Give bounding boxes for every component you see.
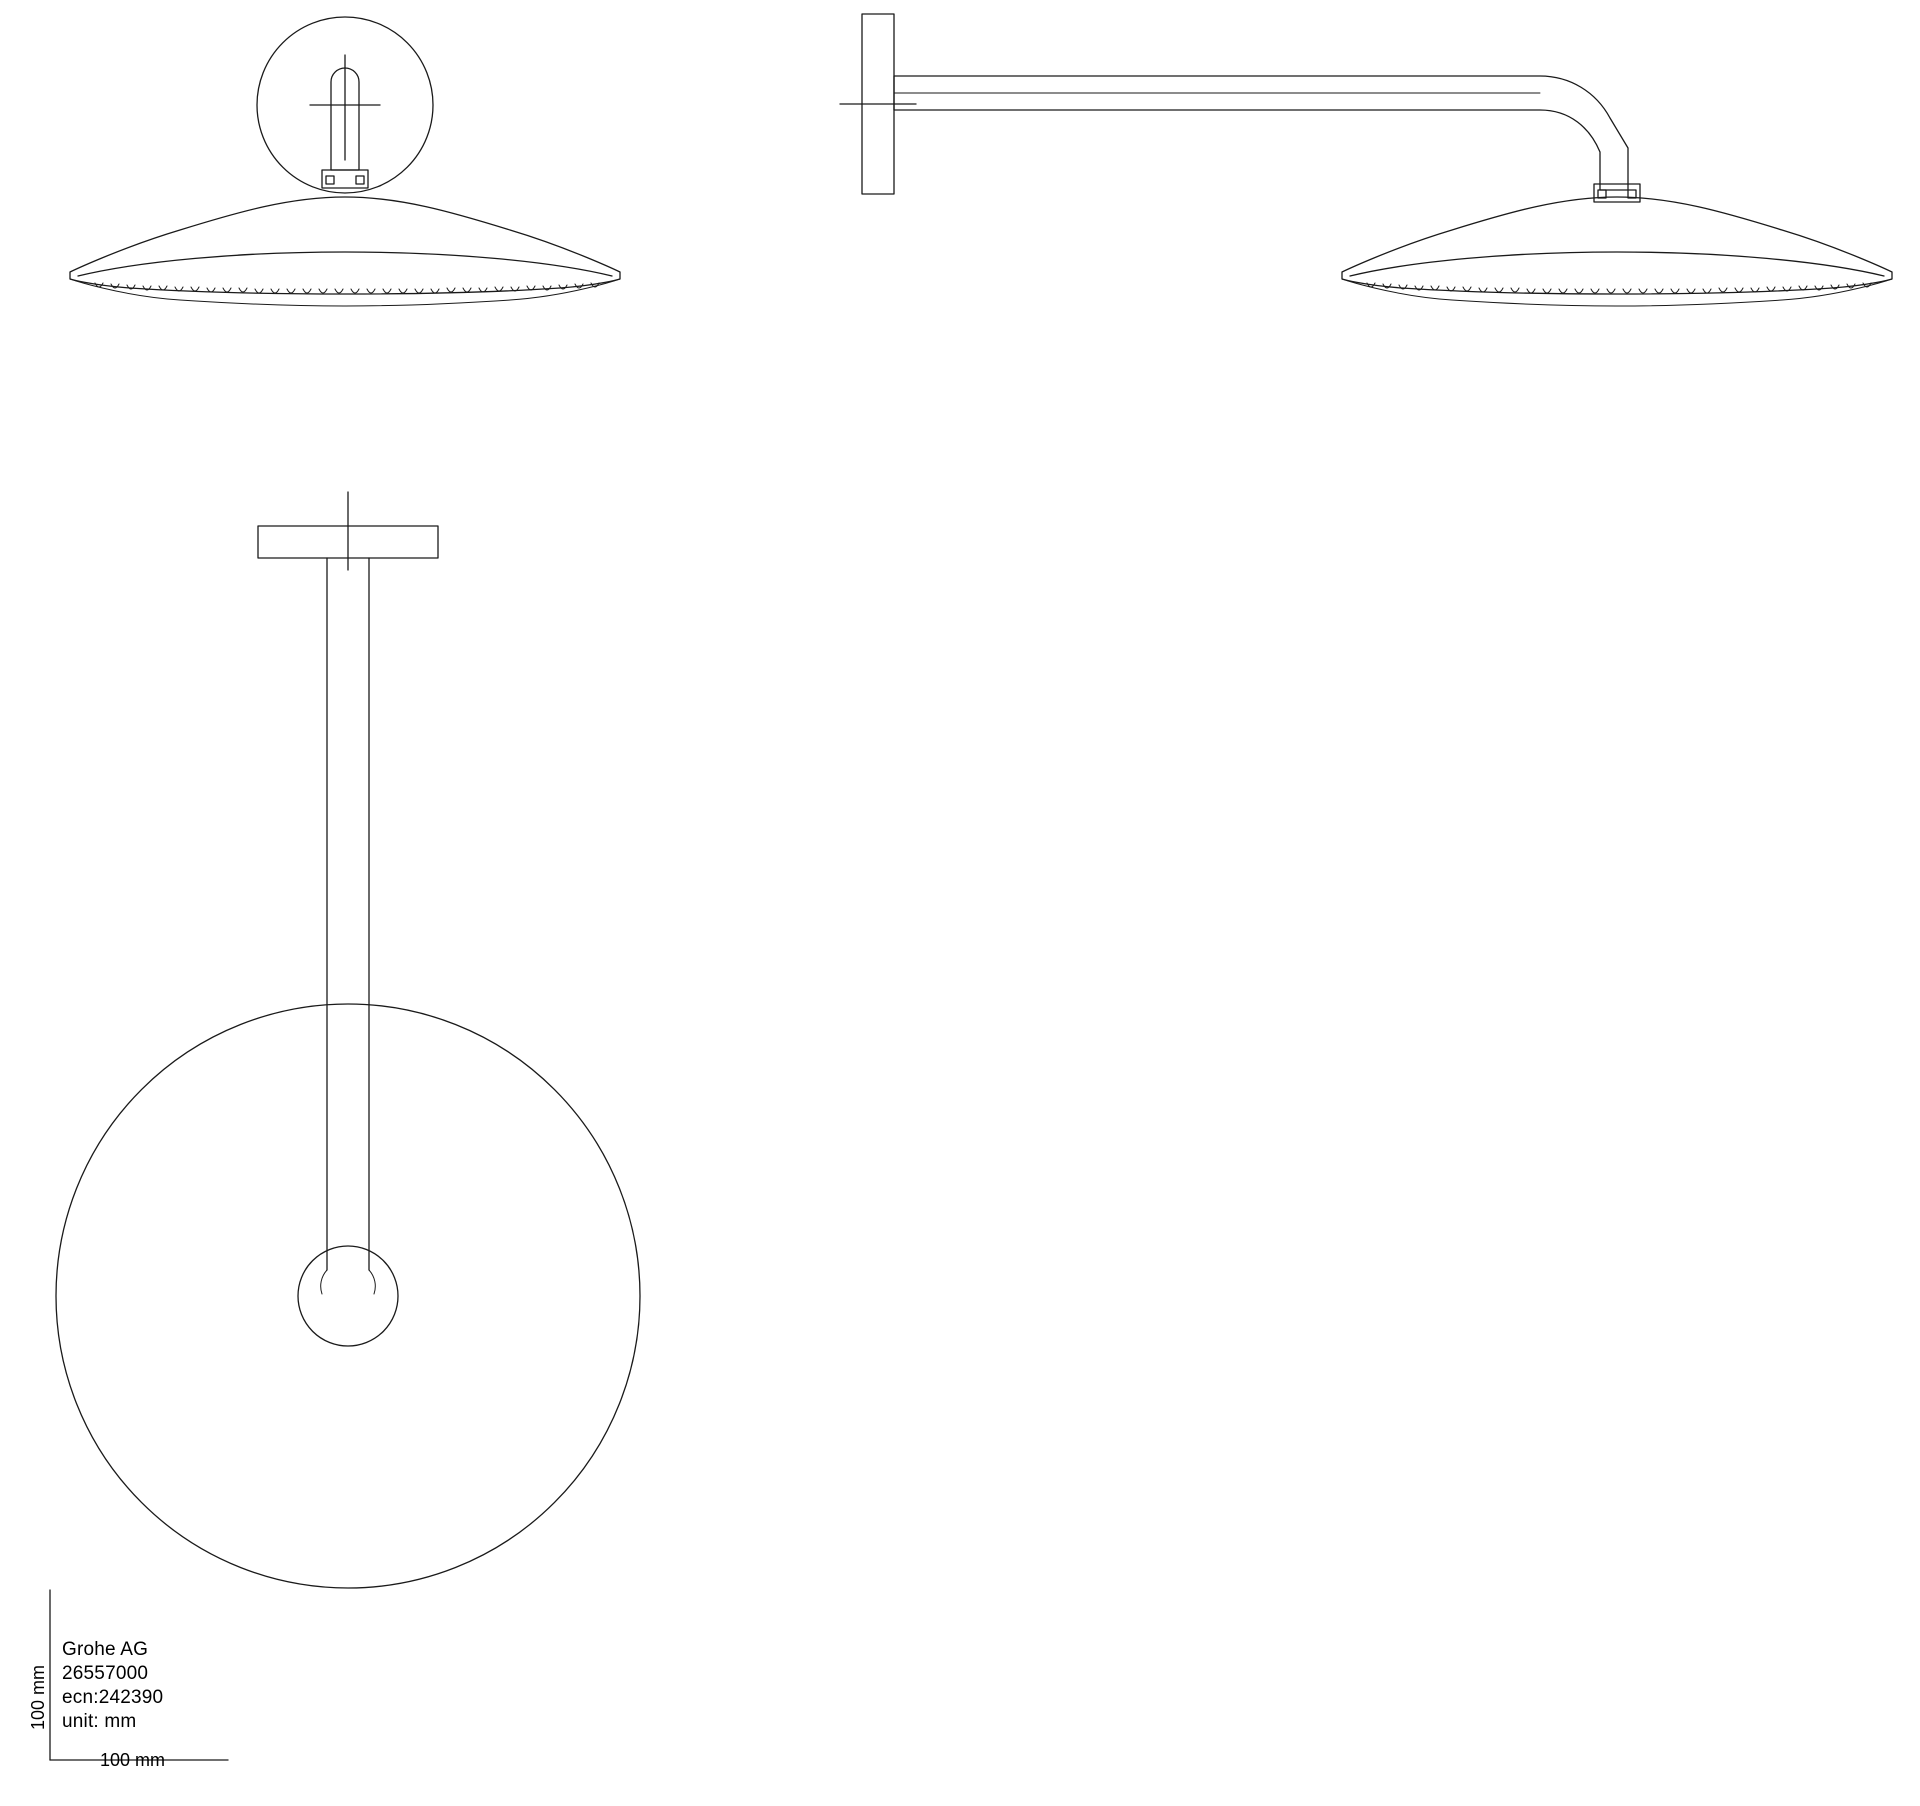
side-view-head-bottom — [1342, 279, 1892, 306]
front-view-nozzle-row — [95, 283, 599, 293]
title-block — [62, 1638, 163, 1734]
front-view-collar-detail-1 — [326, 176, 334, 184]
side-view — [840, 14, 1892, 306]
plan-view — [56, 492, 640, 1588]
front-view-head-edge-line — [78, 252, 612, 276]
side-view-head-edge-line — [1350, 252, 1884, 276]
plan-view-head-circle — [56, 1004, 640, 1588]
front-view-collar — [322, 170, 368, 188]
scale-bar-vertical-label: 100 mm — [28, 1664, 48, 1730]
plan-view-connector-circle — [298, 1246, 398, 1346]
front-view-collar-detail-2 — [356, 176, 364, 184]
front-view-shower-head — [70, 197, 620, 294]
side-view-nozzle-row — [1367, 283, 1871, 293]
unit-label: unit: mm — [62, 1711, 137, 1732]
ecn-number: ecn:242390 — [62, 1687, 164, 1708]
manufacturer-name: Grohe AG — [62, 1639, 149, 1660]
side-view-shower-head — [1342, 197, 1892, 294]
article-number: 26557000 — [62, 1663, 149, 1684]
side-view-collar — [1594, 184, 1640, 202]
front-view-head-bottom — [70, 279, 620, 306]
scale-bar-horizontal-label: 100 mm — [100, 1750, 166, 1770]
front-view — [70, 17, 620, 306]
plan-view-arm-fillet-left — [321, 1270, 327, 1294]
plan-view-arm-fillet-right — [369, 1270, 375, 1294]
